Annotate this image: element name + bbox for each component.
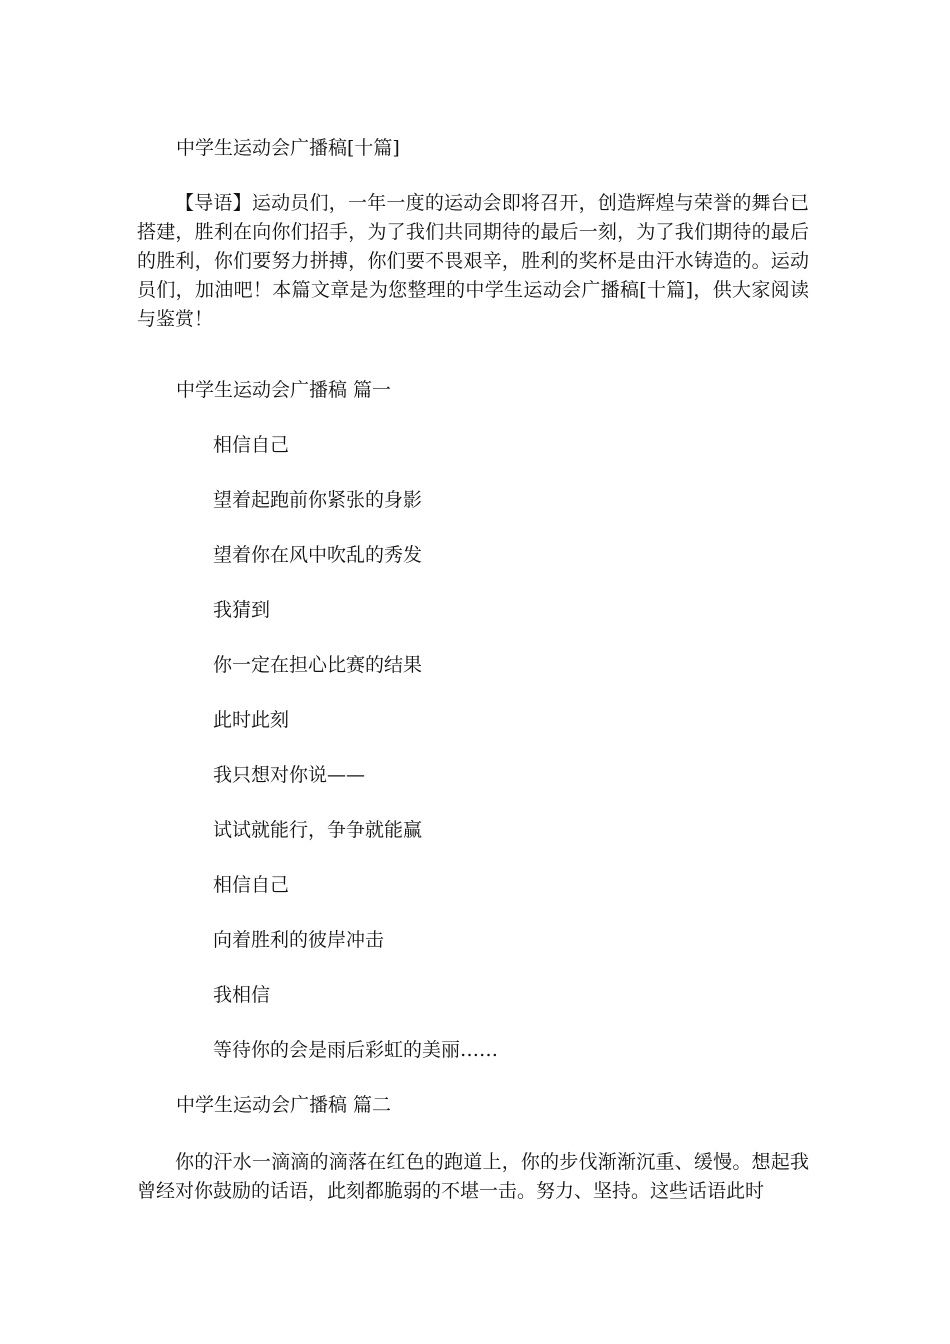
section-heading-1: 中学生运动会广播稿 篇一: [176, 379, 392, 401]
document-title: 中学生运动会广播稿[十篇]: [176, 137, 400, 159]
poem-line: 此时此刻: [213, 709, 290, 731]
poem-line: 望着你在风中吹乱的秀发: [213, 544, 423, 566]
section-2-paragraph: 你的汗水一滴滴的滴落在红色的跑道上，你的步伐渐渐沉重、缓慢。想起我曾经对你鼓励的话语，此刻都脆弱的不堪一击。努力、坚持。这些话语此时: [137, 1151, 809, 1202]
poem-line: 相信自己: [213, 874, 290, 896]
poem-line: 相信自己: [213, 434, 290, 456]
poem-line: 你一定在担心比赛的结果: [213, 654, 423, 676]
poem-line: 试试就能行，争争就能赢: [213, 819, 423, 841]
poem-line: 望着起跑前你紧张的身影: [213, 489, 423, 511]
poem-line: 我相信: [213, 984, 271, 1006]
poem-line: 等待你的会是雨后彩虹的美丽……: [213, 1039, 499, 1061]
section-heading-2: 中学生运动会广播稿 篇二: [176, 1094, 392, 1116]
intro-paragraph: 【导语】运动员们，一年一度的运动会即将召开，创造辉煌与荣誉的舞台已搭建，胜利在向你们招手，为了我们共同期待的最后一刻，为了我们期待的最后的胜利，你们要努力拼搏，你们要不畏艰辛，胜利的奖杯是由汗水铸造的。运动员们，加油吧！本篇文章是为您整理的中学生运动会广播稿[十篇]，供大家阅读与鉴赏！: [137, 192, 809, 330]
poem-line: 我猜到: [213, 599, 271, 621]
poem-line: 我只想对你说——: [213, 764, 366, 786]
poem-line: 向着胜利的彼岸冲击: [213, 929, 385, 951]
